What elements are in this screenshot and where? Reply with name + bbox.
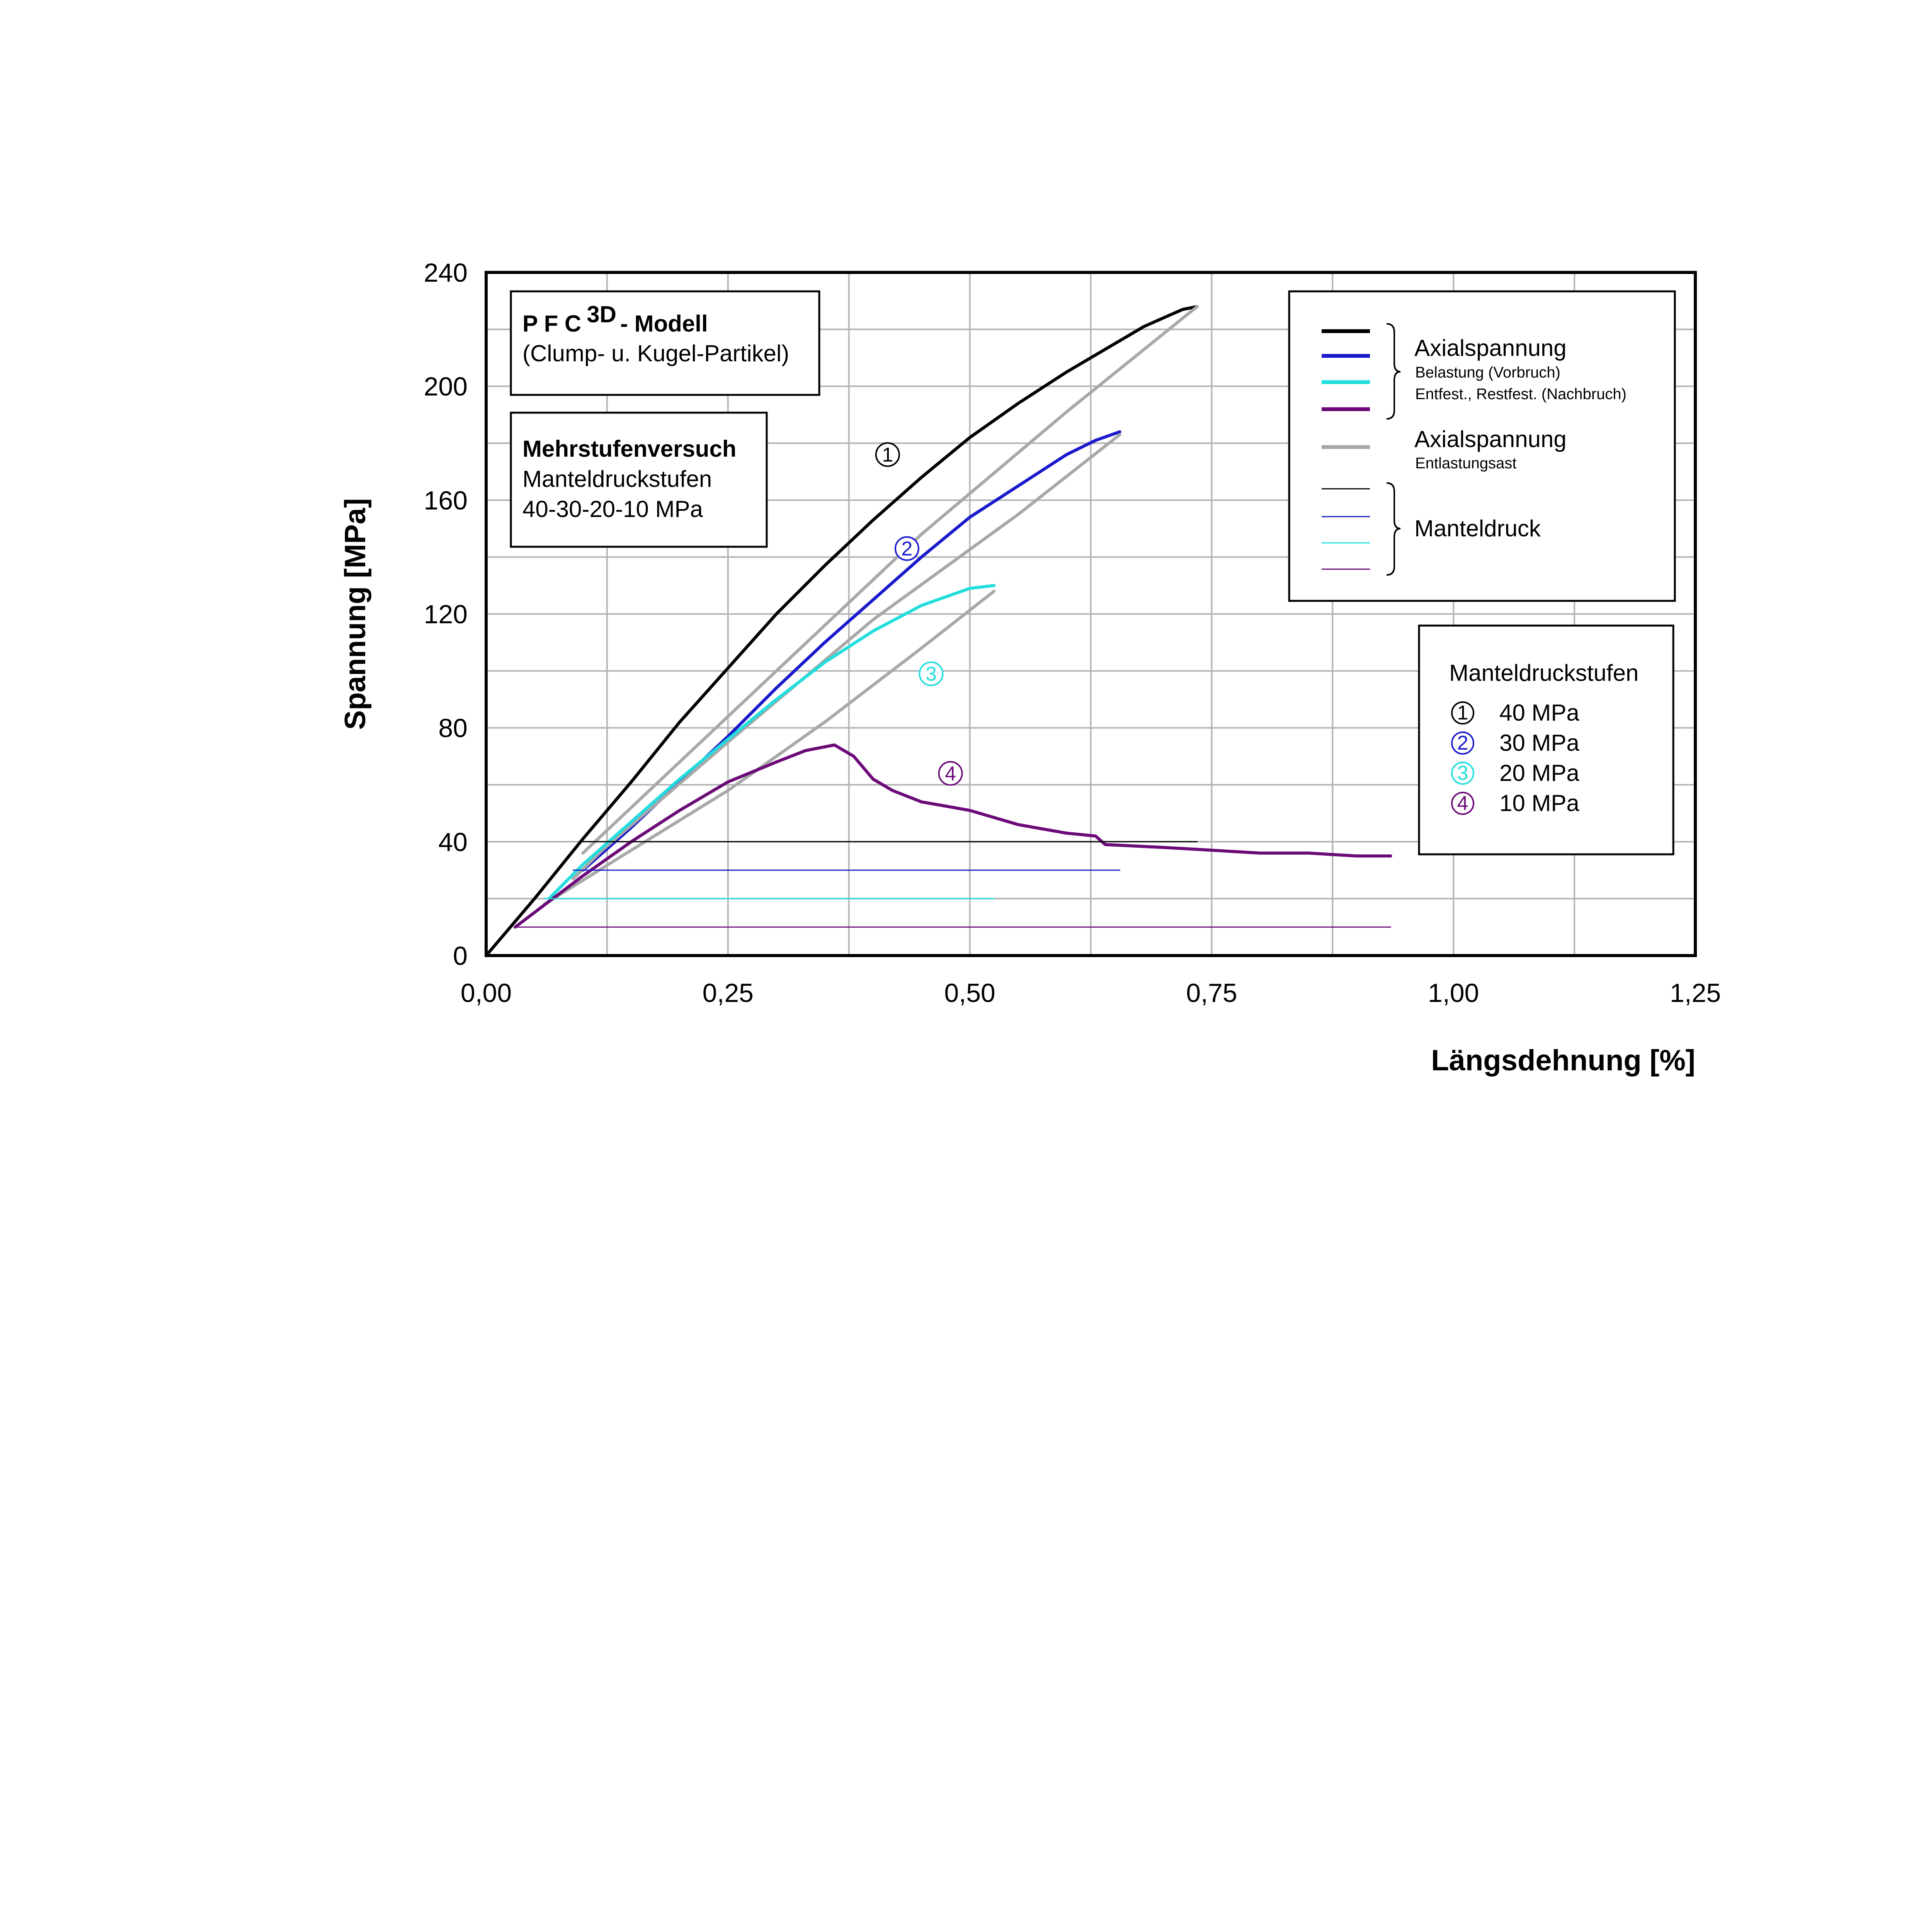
legend-group1-sub2: Entfest., Restfest. (Nachbruch) [1415, 386, 1627, 403]
x-tick-label: 1,00 [1428, 978, 1479, 1008]
test-line-1: Manteldruckstufen [522, 466, 712, 492]
stages-box [1419, 626, 1673, 854]
legend-group2-title: Axialspannung [1414, 426, 1567, 452]
x-axis-title: Längsdehnung [%] [1431, 1044, 1695, 1077]
model-subtitle: (Clump- u. Kugel-Partikel) [522, 340, 790, 366]
y-axis-title: Spannung [MPa] [339, 498, 372, 730]
stage-label: 40 MPa [1499, 700, 1579, 726]
legend-group2-sub: Entlastungsast [1415, 455, 1517, 472]
curve-marker-number: 3 [926, 663, 937, 685]
x-tick-labels [461, 978, 1721, 1008]
model-info-box [511, 291, 819, 395]
x-tick-label: 0,25 [702, 978, 754, 1008]
y-tick-labels [424, 258, 468, 971]
test-line-2: 40-30-20-10 MPa [522, 496, 703, 522]
x-tick-label: 0,00 [460, 978, 512, 1008]
stage-marker-number: 1 [1457, 702, 1468, 724]
stage-marker-number: 3 [1457, 762, 1468, 784]
y-tick-label: 240 [424, 258, 468, 287]
test-info-box [511, 413, 767, 547]
x-tick-label: 0,75 [1186, 978, 1237, 1008]
model-title: P F C 3D - Modell [522, 301, 708, 337]
y-tick-label: 0 [453, 941, 468, 971]
curve-marker-number: 2 [901, 537, 913, 560]
y-tick-label: 120 [424, 600, 468, 629]
series-layer [486, 306, 1391, 956]
stage-label: 10 MPa [1499, 790, 1579, 816]
legend-group1-sub1: Belastung (Vorbruch) [1415, 364, 1560, 381]
curve-marker-number: 1 [882, 444, 893, 466]
stage-label: 20 MPa [1499, 760, 1579, 786]
test-title: Mehrstufenversuch [522, 436, 737, 462]
y-tick-label: 160 [424, 486, 468, 515]
x-tick-label: 1,25 [1669, 978, 1721, 1008]
stage-marker-number: 2 [1457, 732, 1468, 754]
curve-marker-number: 4 [945, 762, 956, 785]
legend-group1-title: Axialspannung [1414, 335, 1567, 361]
y-tick-label: 200 [424, 372, 468, 401]
y-tick-label: 80 [438, 713, 468, 743]
stage-marker-number: 4 [1457, 792, 1468, 815]
legend-group3-title: Manteldruck [1414, 515, 1541, 541]
x-tick-label: 0,50 [944, 978, 995, 1008]
y-tick-label: 40 [438, 827, 468, 857]
legend-box [1289, 291, 1675, 601]
stages-title: Manteldruckstufen [1449, 660, 1639, 686]
stage-label: 30 MPa [1499, 730, 1579, 756]
